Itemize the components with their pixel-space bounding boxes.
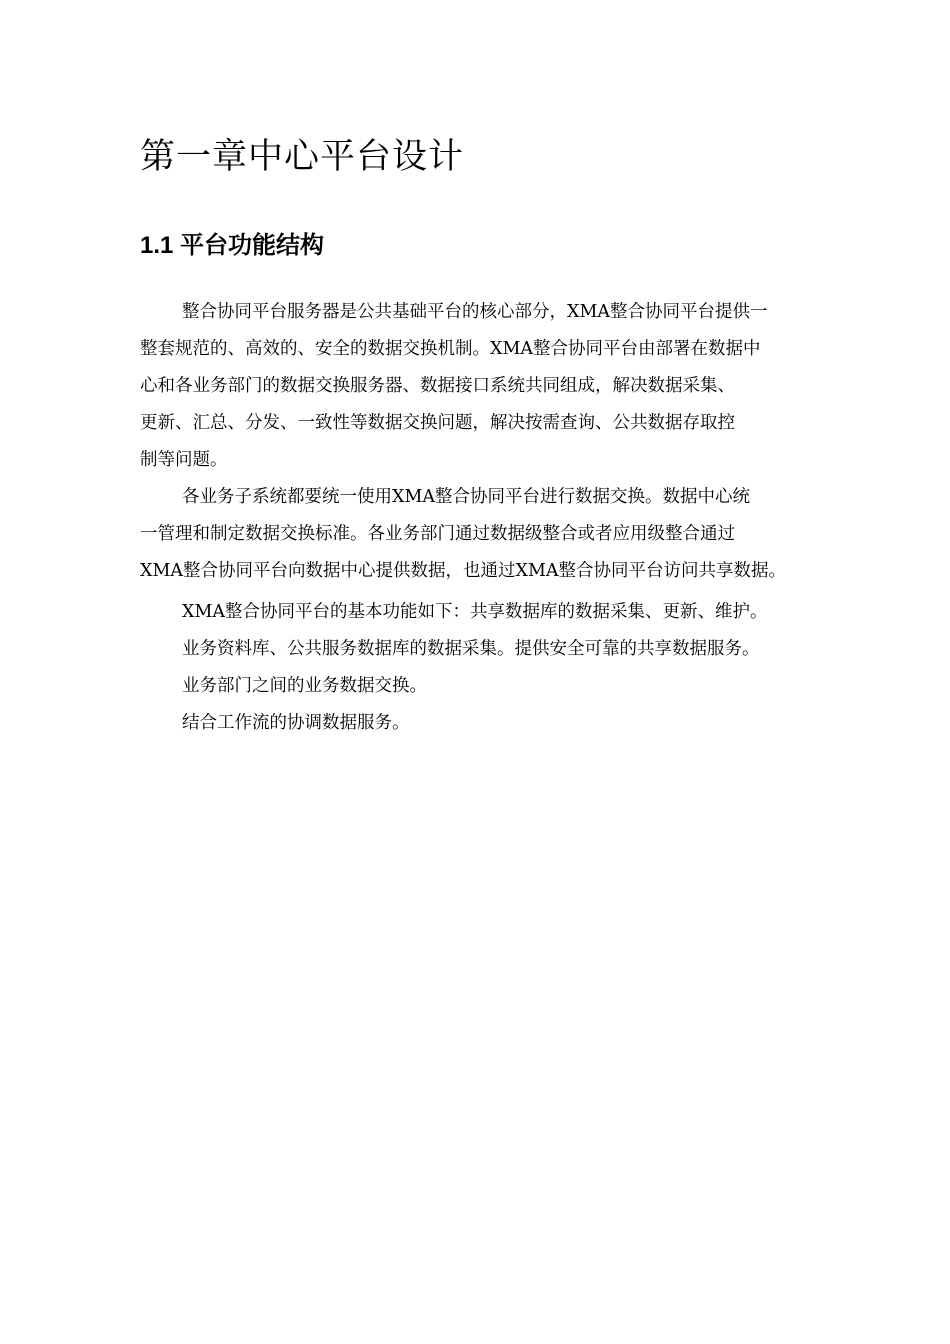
chapter-title: 第一章中心平台设计 (140, 137, 465, 177)
paragraph-workflow-service (140, 705, 820, 742)
paragraph-line: XMA整合协同平台的基本功能如下：共享数据库的数据采集、更新、维护。 (182, 602, 768, 622)
paragraph-department-exchange (140, 668, 820, 705)
paragraph-line: 结合工作流的协调数据服务。 (182, 713, 410, 733)
paragraph-line: 制等问题。 (140, 450, 228, 470)
paragraph-line: 更新、汇总、分发、一致性等数据交换问题，解决按需查询、公共数据存取控 (140, 413, 735, 433)
paragraph-line: 一管理和制定数据交换标准。各业务部门通过数据级整合或者应用级整合通过 (140, 524, 735, 544)
paragraph-line: 心和各业务部门的数据交换服务器、数据接口系统共同组成，解决数据采集、 (140, 376, 735, 396)
paragraph-line: 整合协同平台服务器是公共基础平台的核心部分，XMA整合协同平台提供一 (182, 302, 768, 322)
paragraph-line: 业务部门之间的业务数据交换。 (182, 676, 427, 696)
section-title: 1.1 平台功能结构 (140, 232, 325, 259)
paragraph-line: 整套规范的、高效的、安全的数据交换机制。XMA整合协同平台由部署在数据中 (140, 339, 761, 359)
paragraph-line: XMA整合协同平台向数据中心提供数据，也通过XMA整合协同平台访问共享数据。 (140, 561, 787, 581)
paragraph-platform-overview (140, 294, 820, 479)
paragraph-line: 业务资料库、公共服务数据库的数据采集。提供安全可靠的共享数据服务。 (182, 639, 760, 659)
paragraph-line: 各业务子系统都要统一使用XMA整合协同平台进行数据交换。数据中心统 (182, 487, 751, 507)
paragraph-subsystem-exchange (140, 479, 820, 590)
paragraph-data-collection (140, 631, 820, 668)
paragraph-basic-functions (140, 594, 820, 631)
